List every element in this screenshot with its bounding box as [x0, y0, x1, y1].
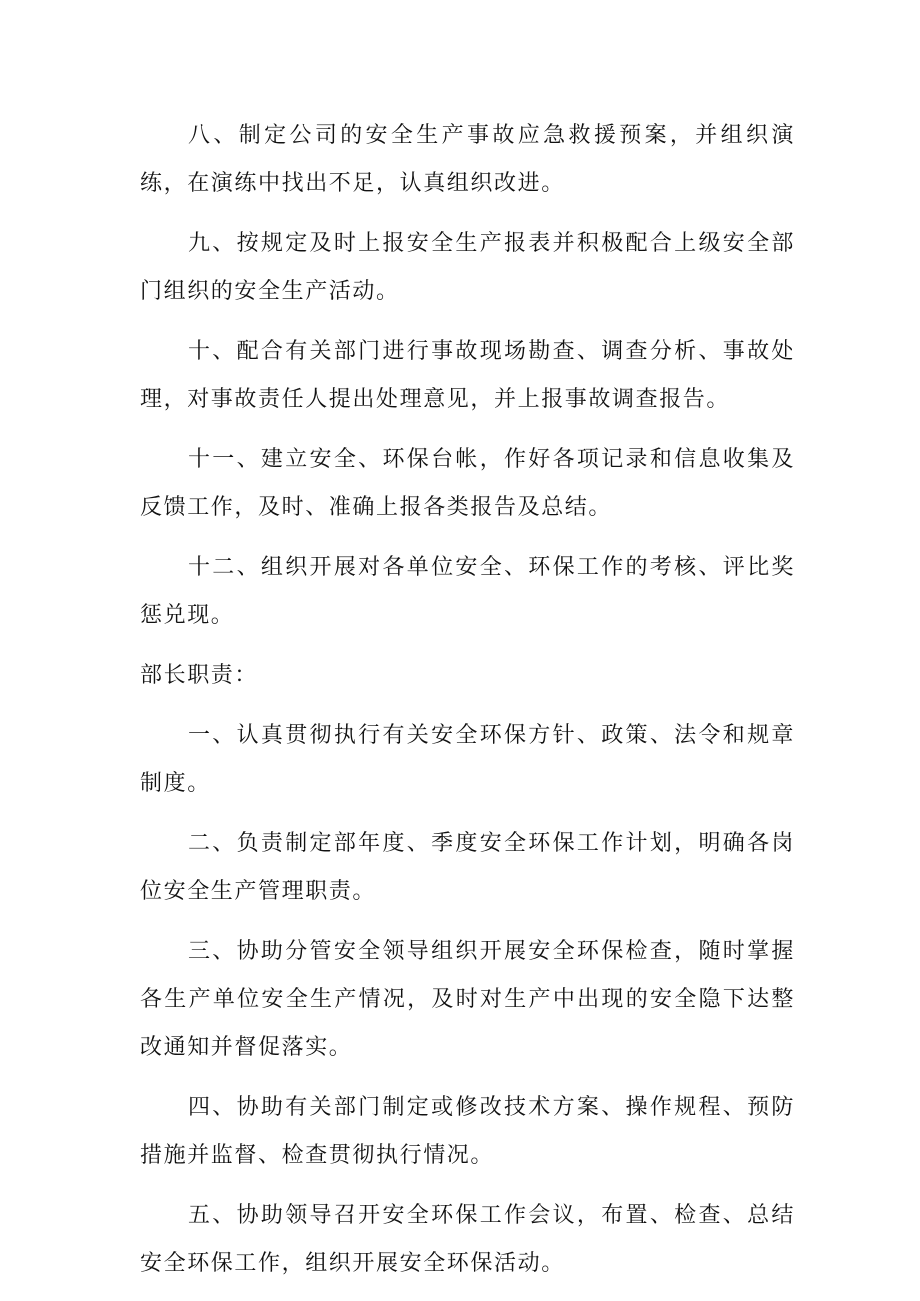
- paragraph-item-8: 八、制定公司的安全生产事故应急救援预案，并组织演练，在演练中找出不足，认真组织改进。: [140, 123, 795, 196]
- paragraph-item-11: 十一、建立安全、环保台帐，作好各项记录和信息收集及反馈工作，及时、准确上报各类报告及总结。: [140, 447, 795, 520]
- paragraph-item-9: 九、按规定及时上报安全生产报表并积极配合上级安全部门组织的安全生产活动。: [140, 231, 795, 304]
- duty-item-5: 五、协助领导召开安全环保工作会议，布置、检查、总结安全环保工作，组织开展安全环保活动。: [140, 1203, 795, 1276]
- duty-item-2: 二、负责制定部年度、季度安全环保工作计划，明确各岗位安全生产管理职责。: [140, 831, 795, 904]
- duty-item-1: 一、认真贯彻执行有关安全环保方针、政策、法令和规章制度。: [140, 723, 795, 796]
- paragraph-item-12: 十二、组织开展对各单位安全、环保工作的考核、评比奖惩兑现。: [140, 555, 795, 628]
- paragraph-item-10: 十、配合有关部门进行事故现场勘查、调查分析、事故处理，对事故责任人提出处理意见，并上报事故调查报告。: [140, 339, 795, 412]
- section-heading-minister-duties: 部长职责：: [140, 663, 259, 688]
- duty-item-3: 三、协助分管安全领导组织开展安全环保检查，随时掌握各生产单位安全生产情况，及时对生产中出现的安全隐下达整改通知并督促落实。: [140, 939, 795, 1060]
- duty-item-4: 四、协助有关部门制定或修改技术方案、操作规程、预防措施并监督、检查贯彻执行情况。: [140, 1095, 795, 1168]
- document-page: [140, 112, 795, 1300]
